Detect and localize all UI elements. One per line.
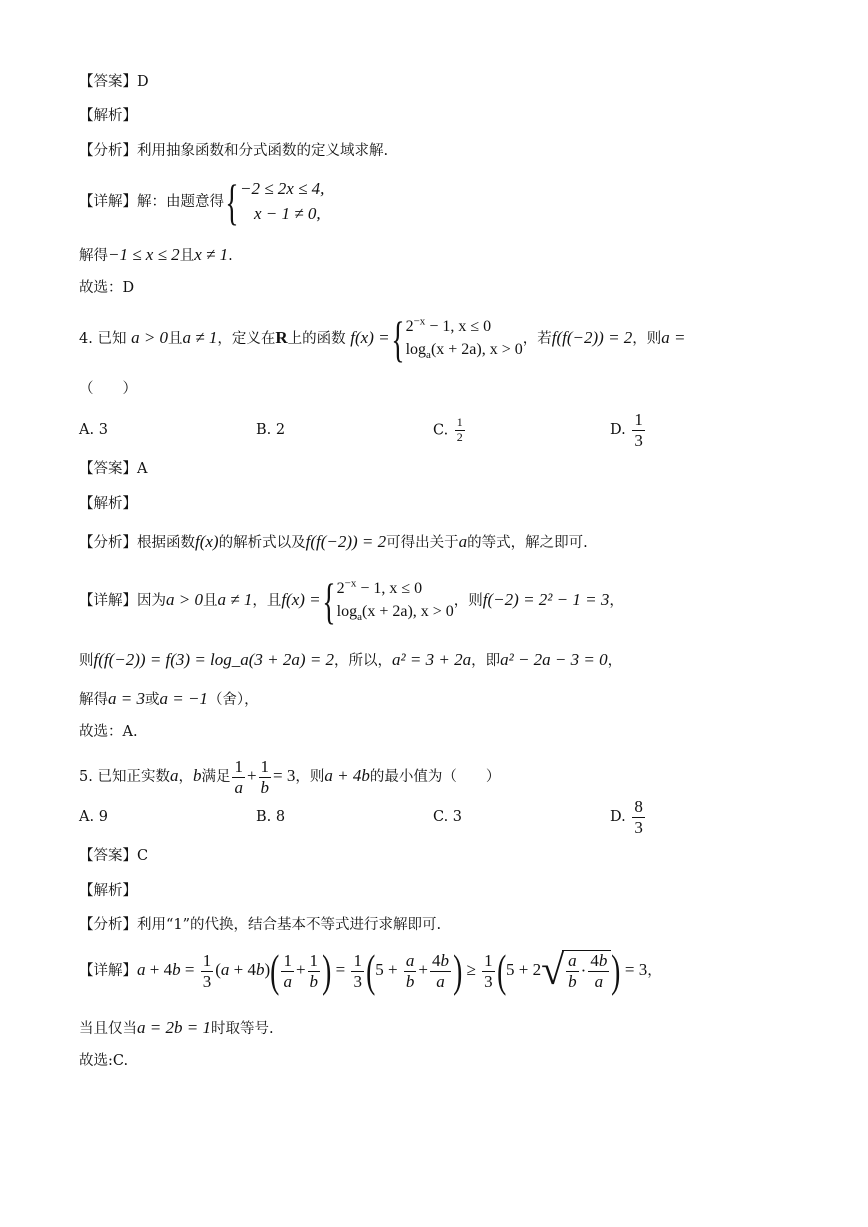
text: 解得 <box>79 248 108 264</box>
math: a > 0 <box>166 590 203 609</box>
answer-label: 【答案】C <box>79 848 149 864</box>
text: 且 <box>202 593 218 609</box>
math: a = −1 <box>159 689 208 708</box>
piecewise-function <box>406 314 523 364</box>
case-line: −2 ≤ 2x ≤ 4, <box>240 179 325 199</box>
denominator: 3 <box>634 430 643 450</box>
text: 【详解】因为 <box>79 593 166 609</box>
text: ，则 <box>632 331 662 347</box>
option-d <box>610 797 647 837</box>
analysis-text: 【分析】利用“1”的代换，结合基本不等式进行求解即可. <box>79 917 442 933</box>
text: ，且 <box>252 593 282 609</box>
math: a > 0 <box>131 328 169 347</box>
text: ，则 <box>453 593 483 609</box>
numerator: 8 <box>634 797 643 816</box>
analysis-text <box>79 532 588 552</box>
brace-symbol: { <box>390 311 405 367</box>
answer-blank: （ ） <box>79 381 137 397</box>
option-a: A. 3 <box>79 422 108 438</box>
option-a: A. 9 <box>79 809 108 825</box>
math: f(x) <box>195 532 219 551</box>
math: a <box>169 766 179 786</box>
text: 则 <box>79 653 94 669</box>
text: 可得出关于 <box>386 535 459 551</box>
solve-line <box>79 245 233 265</box>
option-label: C. <box>433 422 449 439</box>
real-set-symbol: R <box>275 328 288 347</box>
detail-solution <box>79 573 624 629</box>
text: ， <box>609 593 624 609</box>
brace-symbol: { <box>322 573 336 629</box>
option-b: B. 2 <box>256 422 286 438</box>
text: ，若 <box>522 331 552 347</box>
text: . <box>228 248 233 264</box>
detail-solution <box>79 174 325 230</box>
text: 5. 已知正实数 <box>79 769 170 786</box>
option-c <box>433 416 467 445</box>
math: b <box>192 766 202 786</box>
equality-condition <box>79 1018 274 1038</box>
math: a² = 3 + 2a <box>392 650 472 669</box>
text: 4. 已知 <box>79 331 127 347</box>
detail-solution: 【详解】a + 4b = $\frac{1}{3}$ (a + 4b)( $\frac{1}{a}$ + $\frac{1}{b}$ ) = $\frac{1}{3}$ (5 + $\frac{a}{b}$ + $\frac{4b}{a}$ ) ≥ $\frac{1}{3}$ (5 + 2 √ $\frac{a}{b}$ · $\frac{4b}{a}$ ) = 3， <box>79 945 662 996</box>
text: 【详解】 <box>79 963 137 979</box>
math: f(x) = <box>281 590 321 609</box>
question-5-stem: 5. 已知正实数a，b满足 $\frac{1}{a}$ + $\frac{1}{b}$ = 3，则a + 4b的最小值为（ ） <box>79 757 501 797</box>
fraction <box>455 416 465 445</box>
text: 且 <box>168 331 183 347</box>
choice-conclusion: 故选：A. <box>79 724 138 740</box>
denominator: 3 <box>634 817 643 837</box>
math: f(f(−2)) = 2 <box>305 532 387 551</box>
text: （舍）， <box>207 692 259 708</box>
text: ，即 <box>471 653 501 669</box>
text: ，定义在 <box>217 331 276 347</box>
text: ， <box>607 653 623 669</box>
text: 的等式，解之即可. <box>467 535 588 551</box>
math: a = <box>661 328 686 347</box>
piecewise-function <box>337 576 454 626</box>
math: = 3 <box>273 766 296 786</box>
case-line: x − 1 ≠ 0, <box>254 204 321 223</box>
math: a + 4b <box>324 766 370 786</box>
text: 的最小值为（ ） <box>369 769 501 786</box>
text: 时取等号. <box>210 1021 274 1037</box>
fraction: $\frac{1}{b}$ <box>260 757 270 797</box>
square-root: √ $\frac{a}{b}$ · $\frac{4b}{a}$ <box>541 950 611 992</box>
option-label: D. <box>610 809 626 826</box>
text: 上的函数 <box>287 331 346 347</box>
option-c: C. 3 <box>433 809 463 825</box>
option-label: D. <box>610 422 626 439</box>
detail-continued <box>79 650 622 670</box>
analysis-heading: 【解析】 <box>79 883 137 899</box>
denominator: 2 <box>456 429 463 444</box>
math: a ≠ 1 <box>182 328 218 347</box>
text: 当且仅当 <box>79 1021 137 1037</box>
numerator: 1 <box>456 415 463 429</box>
choice-conclusion: 故选：D <box>79 280 135 296</box>
case-line: $2^{-x} - 1$, x ≤ 0 <box>336 577 423 597</box>
math: a = 3 <box>108 689 145 708</box>
text: 【分析】根据函数 <box>79 535 195 551</box>
fraction <box>632 797 645 837</box>
math: x ≠ 1 <box>194 245 229 264</box>
text: 的解析式以及 <box>218 535 306 551</box>
analysis-heading: 【解析】 <box>79 108 137 124</box>
case-line: $\log_a(x + 2a)$, x > 0 <box>405 340 523 361</box>
math: a = 2b = 1 <box>137 1018 211 1037</box>
math: f(−2) = 2² − 1 = 3 <box>482 590 610 609</box>
math: a² − 2a − 3 = 0 <box>500 650 608 669</box>
case-line: $\log_a(x + 2a)$, x > 0 <box>336 602 454 623</box>
option-b: B. 8 <box>256 809 286 825</box>
brace-symbol: { <box>225 174 239 230</box>
text: ，则 <box>295 769 325 786</box>
analysis-heading: 【解析】 <box>79 496 137 512</box>
answer-label: 【答案】A <box>79 461 148 477</box>
case-line: $2^{-x} - 1$, x ≤ 0 <box>405 315 492 335</box>
option-d <box>610 410 647 450</box>
math: −1 ≤ x ≤ 2 <box>108 245 180 264</box>
fraction: $\frac{1}{a}$ <box>234 757 243 797</box>
solve-line <box>79 689 259 709</box>
fraction <box>632 410 645 450</box>
text: 解得 <box>79 692 108 708</box>
math: a <box>458 532 468 551</box>
analysis-text: 【分析】利用抽象函数和分式函数的定义域求解. <box>79 143 389 159</box>
inequality-system <box>240 177 324 226</box>
text: ，所以， <box>334 653 393 669</box>
math: f(x) = <box>350 328 390 347</box>
detail-prefix: 【详解】解：由题意得 <box>79 194 224 210</box>
math: f(f(−2)) = 2 <box>551 328 633 347</box>
choice-conclusion: 故选:C. <box>79 1053 129 1069</box>
text: ， <box>178 769 193 786</box>
text: 且 <box>179 248 195 264</box>
text: 或 <box>144 692 160 708</box>
math: a ≠ 1 <box>217 590 253 609</box>
numerator: 1 <box>634 410 643 429</box>
answer-label: 【答案】D <box>79 74 149 90</box>
text: 满足 <box>201 769 231 786</box>
math: f(f(−2)) = f(3) = log_a(3 + 2a) = 2 <box>93 650 335 669</box>
question-4-stem <box>79 311 686 367</box>
